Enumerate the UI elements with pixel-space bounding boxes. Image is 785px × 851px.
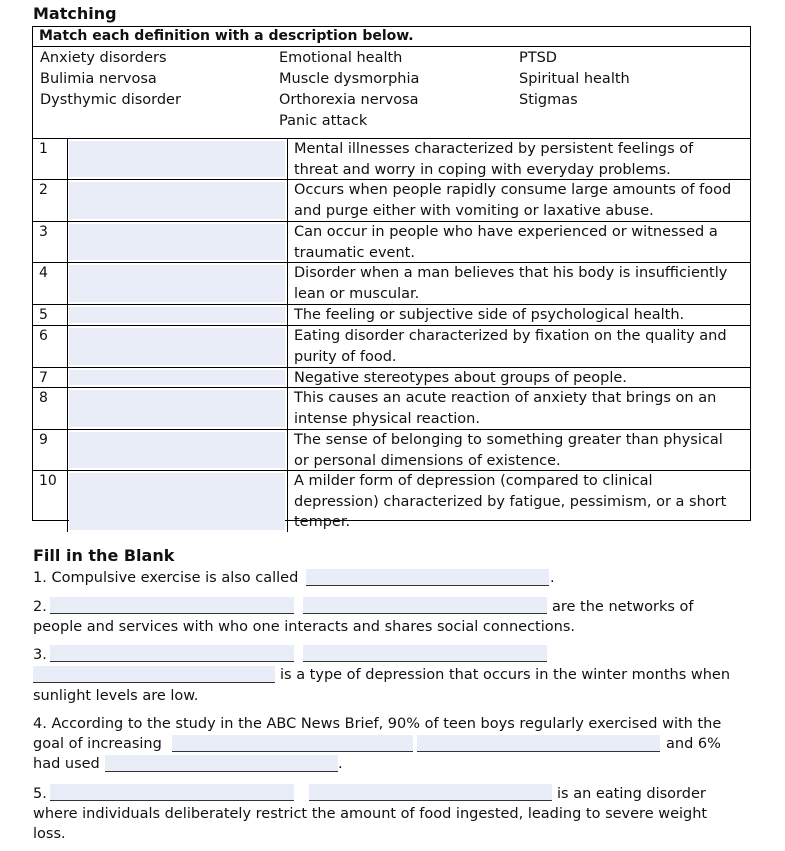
matching-instruction: Match each definition with a description below. <box>33 27 750 47</box>
q4-line1: 4. According to the study in the ABC News Brief, 90% of teen boys regularly exercised with the <box>33 716 722 732</box>
q2-blank-1[interactable] <box>50 597 294 614</box>
q3-tail: is a type of depression that occurs in the winter months when <box>280 667 731 683</box>
row-number: 7 <box>33 368 68 387</box>
q3-blank-2[interactable] <box>303 645 547 662</box>
row-number: 6 <box>33 326 68 367</box>
answer-field-10[interactable] <box>69 473 285 530</box>
row-description: The feeling or subjective side of psychological health. <box>287 305 750 325</box>
q2-tail: are the networks of <box>552 599 694 615</box>
q4-period: . <box>338 756 343 772</box>
answer-field-9[interactable] <box>69 432 285 468</box>
table-row <box>33 179 750 221</box>
term-spiritual-health: Spiritual health <box>519 71 630 87</box>
q4-blank-3[interactable] <box>105 755 338 772</box>
matching-title: Matching <box>33 4 117 23</box>
row-description: Can occur in people who have experienced or witnessed a traumatic event. <box>287 222 750 262</box>
matching-table <box>32 26 751 530</box>
q1-blank[interactable] <box>306 569 549 586</box>
q3-blank-1[interactable] <box>50 645 294 662</box>
row-number: 10 <box>33 471 68 532</box>
row-number: 2 <box>33 180 68 221</box>
q2-line2: people and services with who one interacts and shares social connections. <box>33 619 575 635</box>
table-row <box>33 429 750 470</box>
table-row <box>33 262 750 304</box>
table-row <box>33 325 750 367</box>
term-anxiety-disorders: Anxiety disorders <box>40 50 167 66</box>
row-number: 8 <box>33 388 68 429</box>
row-number: 3 <box>33 222 68 262</box>
q3-line3: sunlight levels are low. <box>33 688 199 704</box>
table-row <box>33 387 750 429</box>
row-description: The sense of belonging to something greater than physical or personal dimensions of existence. <box>287 430 750 470</box>
row-number: 4 <box>33 263 68 304</box>
term-orthorexia-nervosa: Orthorexia nervosa <box>279 92 419 108</box>
answer-field-3[interactable] <box>69 224 285 260</box>
row-description: A milder form of depression (compared to clinical depression) characterized by fatigue, pessimism, or a short temper. <box>287 471 750 532</box>
q2-number: 2. <box>33 599 47 615</box>
row-description: Disorder when a man believes that his body is insufficiently lean or muscular. <box>287 263 750 304</box>
q3-blank-3[interactable] <box>33 666 275 683</box>
row-description: Eating disorder characterized by fixation on the quality and purity of food. <box>287 326 750 367</box>
term-stigmas: Stigmas <box>519 92 578 108</box>
row-description: This causes an acute reaction of anxiety that brings on an intense physical reaction. <box>287 388 750 429</box>
row-number: 1 <box>33 139 68 179</box>
answer-field-5[interactable] <box>69 307 285 323</box>
q2-blank-2[interactable] <box>303 597 547 614</box>
table-row <box>33 304 750 325</box>
answer-field-1[interactable] <box>69 141 285 177</box>
term-panic-attack: Panic attack <box>279 113 368 129</box>
term-dysthymic-disorder: Dysthymic disorder <box>40 92 181 108</box>
table-row <box>33 367 750 387</box>
q5-number: 5. <box>33 786 47 802</box>
term-emotional-health: Emotional health <box>279 50 403 66</box>
answer-field-8[interactable] <box>69 390 285 427</box>
q4-line2-start: goal of increasing <box>33 736 162 752</box>
row-number: 5 <box>33 305 68 325</box>
answer-field-6[interactable] <box>69 328 285 365</box>
row-description: Negative stereotypes about groups of people. <box>287 368 750 387</box>
q5-line3: loss. <box>33 826 66 842</box>
q5-blank-1[interactable] <box>50 784 294 801</box>
fill-in-blank-title: Fill in the Blank <box>33 546 175 565</box>
q4-line2-end: and 6% <box>666 736 721 752</box>
term-muscle-dysmorphia: Muscle dysmorphia <box>279 71 420 87</box>
term-ptsd: PTSD <box>519 50 557 66</box>
answer-field-4[interactable] <box>69 265 285 302</box>
q4-blank-1[interactable] <box>172 735 413 752</box>
q5-line2: where individuals deliberately restrict the amount of food ingested, leading to severe weight <box>33 806 708 822</box>
q4-blank-2[interactable] <box>417 735 660 752</box>
table-row <box>33 470 750 532</box>
table-row <box>33 221 750 262</box>
q4-line3-start: had used <box>33 756 100 772</box>
term-bulimia-nervosa: Bulimia nervosa <box>40 71 157 87</box>
q1-period: . <box>550 570 555 586</box>
table-row <box>33 138 750 179</box>
row-description: Mental illnesses characterized by persistent feelings of threat and worry in coping with everyday problems. <box>287 139 750 179</box>
q5-tail: is an eating disorder <box>557 786 706 802</box>
q5-blank-2[interactable] <box>309 784 552 801</box>
row-number: 9 <box>33 430 68 470</box>
row-description: Occurs when people rapidly consume large amounts of food and purge either with vomiting or laxative abuse. <box>287 180 750 221</box>
answer-field-7[interactable] <box>69 370 285 385</box>
q1-text: 1. Compulsive exercise is also called <box>33 570 299 586</box>
answer-field-2[interactable] <box>69 182 285 219</box>
q3-number: 3. <box>33 647 47 663</box>
